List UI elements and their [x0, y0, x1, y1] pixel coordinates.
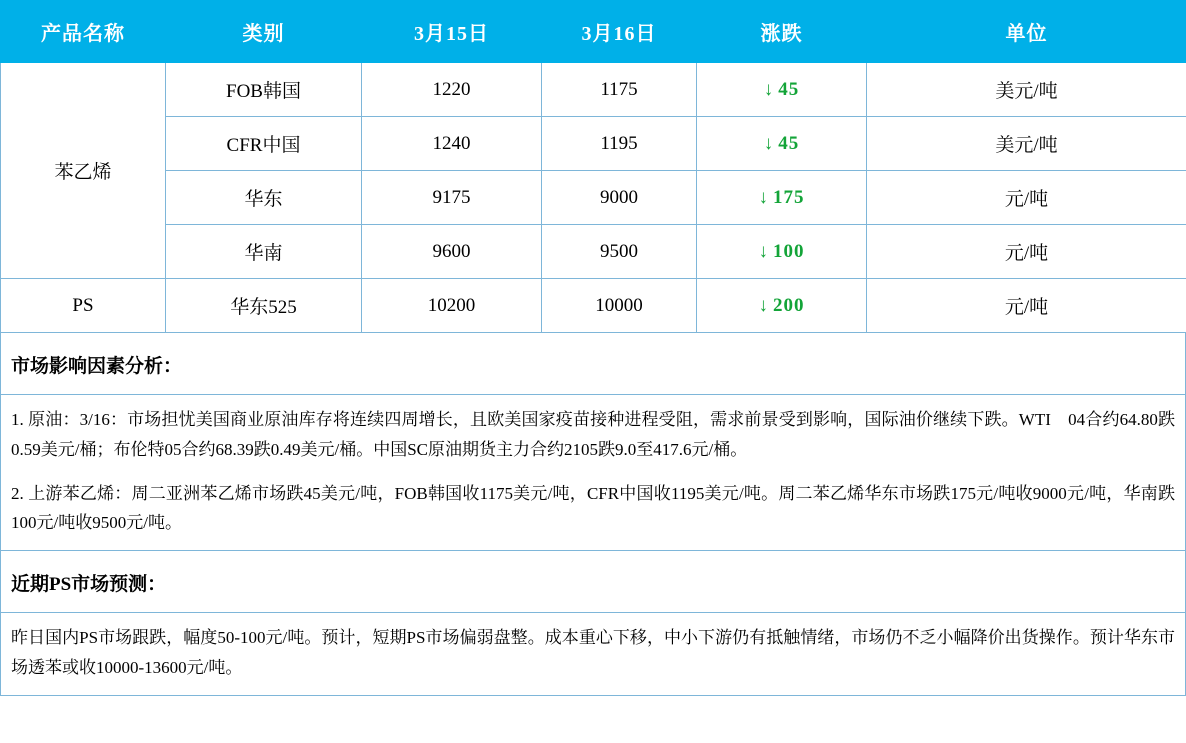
price-date2-cell: 1175: [542, 63, 697, 117]
category-cell: FOB韩国: [166, 63, 362, 117]
table-header: [1, 1, 1186, 63]
change-value: 45: [778, 78, 800, 100]
analysis-title-section: [0, 333, 1186, 395]
column-header-date1: 3月15日: [362, 1, 542, 63]
category-cell: CFR中国: [166, 117, 362, 171]
change-cell: [697, 279, 867, 333]
price-date1-cell: 10200: [362, 279, 542, 333]
category-cell: 华南: [166, 225, 362, 279]
table-row: [1, 171, 1186, 225]
table-body: [1, 63, 1186, 333]
table-row: [1, 225, 1186, 279]
category-cell: 华东525: [166, 279, 362, 333]
unit-cell: 美元/吨: [867, 117, 1186, 171]
price-date1-cell: 1240: [362, 117, 542, 171]
column-header-product: 产品名称: [1, 1, 166, 63]
change-cell: [697, 63, 867, 117]
price-date1-cell: 9600: [362, 225, 542, 279]
unit-cell: 元/吨: [867, 171, 1186, 225]
change-cell: [697, 117, 867, 171]
down-arrow-icon: ↓: [758, 240, 769, 262]
down-arrow-icon: ↓: [758, 186, 769, 208]
change-value: 200: [773, 294, 805, 316]
category-cell: 华东: [166, 171, 362, 225]
table-row: [1, 117, 1186, 171]
price-date2-cell: 1195: [542, 117, 697, 171]
change-cell: [697, 171, 867, 225]
price-table: [0, 0, 1186, 333]
forecast-body-section: [0, 613, 1186, 696]
analysis-title: 市场影响因素分析：: [11, 356, 183, 377]
price-date2-cell: 9500: [542, 225, 697, 279]
change-cell: [697, 225, 867, 279]
product-name-cell: 苯乙烯: [1, 63, 166, 279]
change-value: 100: [773, 240, 805, 262]
change-value: 175: [773, 186, 805, 208]
column-header-date2: 3月16日: [542, 1, 697, 63]
analysis-body-section: [0, 395, 1186, 551]
column-header-unit: 单位: [867, 1, 1186, 63]
forecast-title-section: [0, 551, 1186, 613]
forecast-title: 近期PS市场预测：: [11, 574, 167, 595]
column-header-change: 涨跌: [697, 1, 867, 63]
down-arrow-icon: ↓: [758, 294, 769, 316]
forecast-paragraph-1: 昨日国内PS市场跟跌，幅度50-100元/吨。预计，短期PS市场偏弱盘整。成本重心下移，中小下游仍有抵触情绪，市场仍不乏小幅降价出货操作。预计华东市场透苯或收10000-13600元/吨。: [11, 628, 1175, 677]
down-arrow-icon: ↓: [763, 132, 775, 154]
unit-cell: 元/吨: [867, 225, 1186, 279]
price-date1-cell: 9175: [362, 171, 542, 225]
product-name-cell: PS: [1, 279, 166, 333]
price-date2-cell: 9000: [542, 171, 697, 225]
unit-cell: 元/吨: [867, 279, 1186, 333]
analysis-paragraph-2: 2. 上游苯乙烯：周二亚洲苯乙烯市场跌45美元/吨，FOB韩国收1175美元/吨，CFR中国收1195美元/吨。周二苯乙烯华东市场跌175元/吨收9000元/吨，华南跌100元/吨收9500元/吨。: [11, 483, 1175, 533]
down-arrow-icon: ↓: [763, 78, 775, 100]
price-date2-cell: 10000: [542, 279, 697, 333]
table-row: [1, 63, 1186, 117]
price-date1-cell: 1220: [362, 63, 542, 117]
forecast-body: [1, 613, 1185, 695]
change-value: 45: [778, 132, 800, 154]
analysis-body: [1, 395, 1185, 550]
analysis-paragraph-1: 1. 原油：3/16：市场担忧美国商业原油库存将连续四周增长，且欧美国家疫苗接种进程受阻，需求前景受到影响，国际油价继续下跌。WTI 04合约64.80跌0.59美元/桶；布伦特05合约68.39跌0.49美元/桶。中国SC原油期货主力合约2105跌9.0至417.6元/桶。: [11, 410, 1175, 459]
column-header-category: 类别: [166, 1, 362, 63]
table-row: [1, 279, 1186, 333]
table-header-row: [1, 1, 1186, 63]
unit-cell: 美元/吨: [867, 63, 1186, 117]
